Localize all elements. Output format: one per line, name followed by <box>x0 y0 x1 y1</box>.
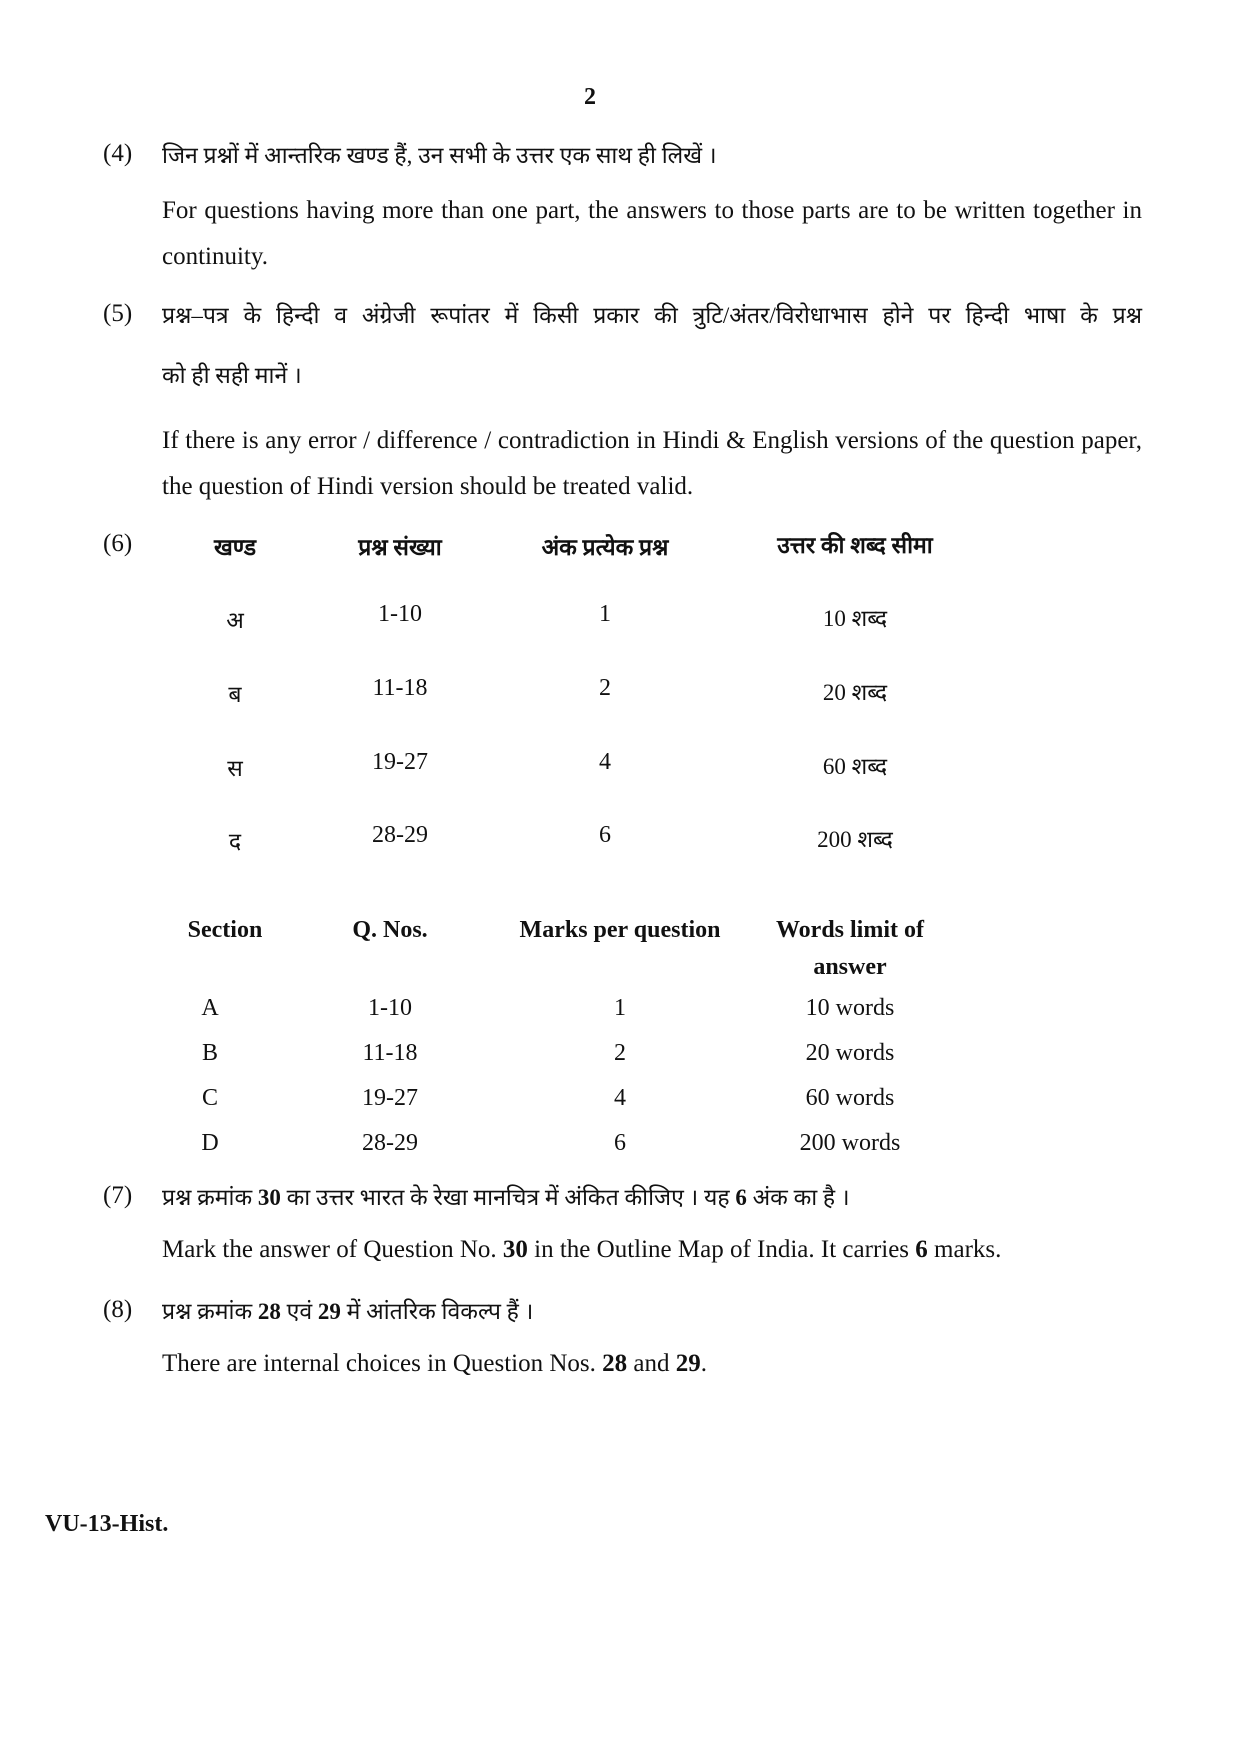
hindi-cell-qnos: 1-10 <box>378 601 422 627</box>
instruction-4-english: For questions having more than one part, the answers to those parts are to be written together in continuity. <box>162 197 1142 270</box>
instruction-8-english-mid: and <box>627 1350 676 1377</box>
english-cell-words: 10 words <box>805 995 895 1021</box>
instruction-5-english: If there is any error / difference / contradiction in Hindi & English versions of the question paper, the question of Hindi version should be treated valid. <box>162 427 1142 500</box>
instruction-8-english-q2: 29 <box>675 1350 701 1377</box>
instruction-7-english-marks: 6 <box>915 1236 928 1263</box>
hindi-cell-marks: 2 <box>599 675 611 701</box>
instruction-7-hindi-mid: का उत्तर भारत के रेखा मानचित्र में अंकित कीजिए । यह <box>280 1185 736 1210</box>
instruction-8-english <box>162 1350 707 1378</box>
instruction-number-8: (8) <box>103 1296 133 1323</box>
instruction-5-hindi-line1: प्रश्न–पत्र के हिन्दी व अंग्रेजी रूपांतर में किसी प्रकार की त्रुटि/अंतर/विरोधाभास होने पर हिन्दी भाषा के प्रश्न <box>162 303 1142 328</box>
english-cell-section: D <box>201 1130 219 1156</box>
instruction-8-english-post: . <box>700 1350 707 1377</box>
english-cell-qnos: 19-27 <box>362 1085 418 1111</box>
instruction-7-english-mid: in the Outline Map of India. It carries <box>527 1236 916 1263</box>
instruction-number-7: (7) <box>103 1182 133 1209</box>
instruction-8-hindi <box>162 1294 533 1326</box>
instruction-7-english <box>162 1236 1001 1264</box>
english-cell-qnos: 28-29 <box>362 1130 418 1156</box>
instruction-8-hindi-mid: एवं <box>280 1299 318 1324</box>
hindi-cell-qnos: 19-27 <box>372 749 428 775</box>
hindi-cell-section: द <box>228 829 242 854</box>
instruction-8-hindi-q1: 28 <box>257 1299 281 1324</box>
instruction-7-hindi-pre: प्रश्न क्रमांक <box>162 1185 258 1210</box>
hindi-header-marks: अंक प्रत्येक प्रश्न <box>541 535 669 560</box>
english-cell-qnos: 11-18 <box>362 1040 418 1066</box>
page-number: 2 <box>584 84 596 110</box>
english-cell-section: C <box>201 1085 218 1111</box>
instruction-7-hindi-post: अंक का है । <box>746 1185 850 1210</box>
hindi-cell-words: 60 शब्द <box>822 754 888 779</box>
instruction-8-hindi-q2: 29 <box>317 1299 341 1324</box>
english-header-words-line2: answer <box>813 954 887 980</box>
instruction-8-hindi-pre: प्रश्न क्रमांक <box>162 1299 258 1324</box>
hindi-cell-qnos: 11-18 <box>372 675 428 701</box>
hindi-cell-section: ब <box>228 682 242 707</box>
english-cell-marks: 4 <box>614 1085 626 1111</box>
hindi-header-section: खण्ड <box>213 535 257 560</box>
instruction-8-hindi-post: में आंतरिक विकल्प हैं । <box>340 1299 534 1324</box>
instruction-8-english-pre: There are internal choices in Question Nos. <box>162 1350 603 1377</box>
instruction-7-english-qno: 30 <box>502 1236 528 1263</box>
english-cell-qnos: 1-10 <box>368 995 412 1021</box>
english-cell-section: A <box>201 995 219 1021</box>
instruction-7-hindi-marks: 6 <box>735 1185 747 1210</box>
english-cell-marks: 1 <box>614 995 626 1021</box>
instruction-7-english-pre: Mark the answer of Question No. <box>162 1236 503 1263</box>
english-header-section: Section <box>187 917 263 943</box>
english-header-marks: Marks per question <box>519 917 721 943</box>
footer-paper-code: VU-13-Hist. <box>45 1511 169 1537</box>
english-header-qnos: Q. Nos. <box>352 917 428 943</box>
instruction-number-4: (4) <box>103 140 133 167</box>
english-cell-section: B <box>201 1040 218 1066</box>
hindi-header-words: उत्तर की शब्द सीमा <box>777 533 933 558</box>
hindi-cell-section: अ <box>226 608 244 633</box>
english-cell-words: 60 words <box>805 1085 895 1111</box>
instruction-number-6: (6) <box>103 530 133 557</box>
hindi-cell-words: 200 शब्द <box>817 827 893 852</box>
instruction-5-hindi-line2: को ही सही मानें । <box>162 363 302 388</box>
english-cell-marks: 2 <box>614 1040 626 1066</box>
instruction-7-english-post: marks. <box>927 1236 1002 1263</box>
english-cell-words: 20 words <box>805 1040 895 1066</box>
hindi-cell-marks: 4 <box>599 749 611 775</box>
hindi-cell-section: स <box>227 756 243 781</box>
instruction-7-hindi <box>162 1180 850 1212</box>
hindi-header-qnos: प्रश्न संख्या <box>358 535 442 560</box>
english-cell-words: 200 words <box>799 1130 901 1156</box>
instruction-number-5: (5) <box>103 300 133 327</box>
instruction-8-english-q1: 28 <box>602 1350 628 1377</box>
english-cell-marks: 6 <box>614 1130 626 1156</box>
instruction-7-hindi-qno: 30 <box>257 1185 281 1210</box>
hindi-cell-marks: 6 <box>599 822 611 848</box>
hindi-cell-words: 10 शब्द <box>822 606 888 631</box>
instruction-4-hindi: जिन प्रश्नों में आन्तरिक खण्ड हैं, उन सभी के उत्तर एक साथ ही लिखें । <box>162 143 717 168</box>
english-header-words-line1: Words limit of <box>776 917 924 943</box>
hindi-cell-marks: 1 <box>599 601 611 627</box>
hindi-cell-qnos: 28-29 <box>372 822 428 848</box>
hindi-cell-words: 20 शब्द <box>822 680 888 705</box>
